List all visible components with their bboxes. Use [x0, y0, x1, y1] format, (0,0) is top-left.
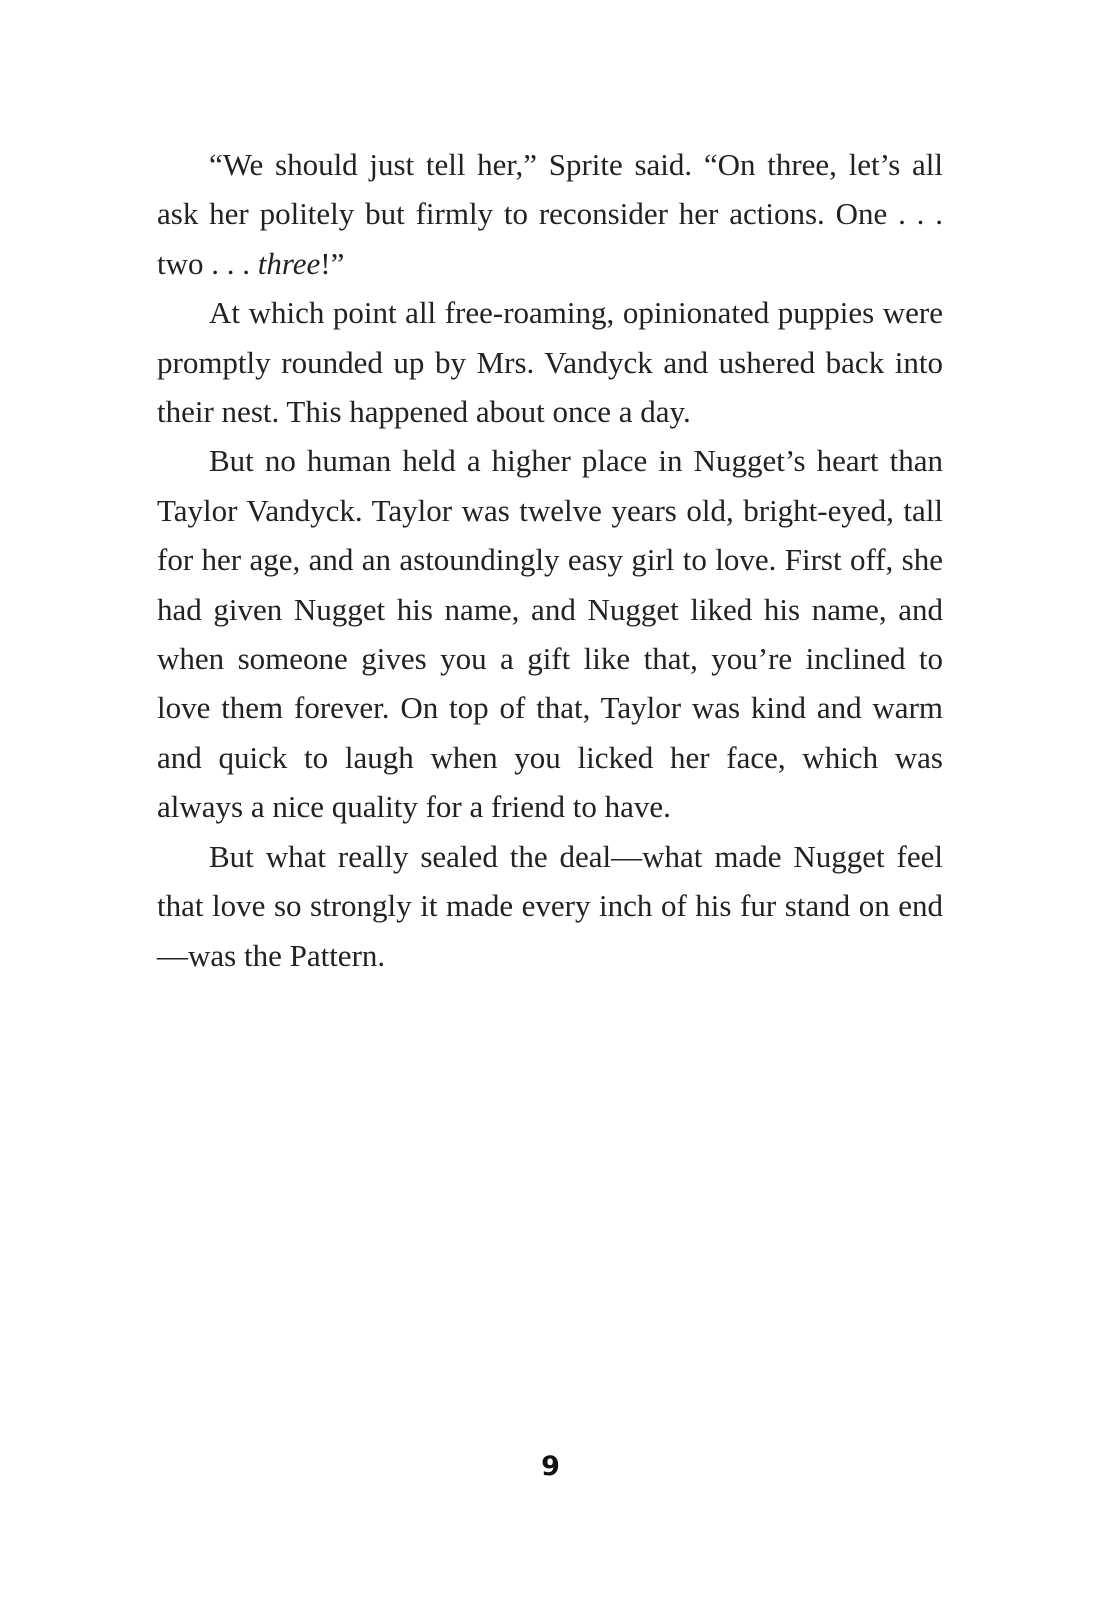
paragraph-taylor: But no human held a higher place in Nugget’s heart than Taylor Vandyck. Taylor was twelve years old, bright-eyed, tall for her age, and an astoundingly easy girl to love. First off, she had given Nugget his name, and Nugget liked his name, and when someone gives you a gift like that, you’re inclined to love them forever. On top of that, Taylor was kind and warm and quick to laugh when you licked her face, which was always a nice quality for a friend to have.	[157, 443, 943, 825]
paragraph-roundup: At which point all free-roaming, opinionated puppies were promptly rounded up by Mrs. Vandyck and ushered back into their nest. This happened about once a day.	[157, 295, 943, 430]
paragraph-dialogue	[157, 140, 943, 288]
paragraph-pattern: But what really sealed the deal—what made Nugget feel that love so strongly it made every inch of his fur stand on end—was the Pattern.	[157, 838, 943, 973]
emphasized-word: three	[257, 245, 321, 281]
paragraph-text: “We should just tell her,” Sprite said. “On three, let’s all ask her politely but firmly to reconsider her actions. One . . . two . . .	[157, 147, 943, 281]
body-text	[157, 140, 943, 980]
page-number: 9	[541, 1451, 560, 1482]
paragraph-text-end: !”	[320, 245, 345, 281]
